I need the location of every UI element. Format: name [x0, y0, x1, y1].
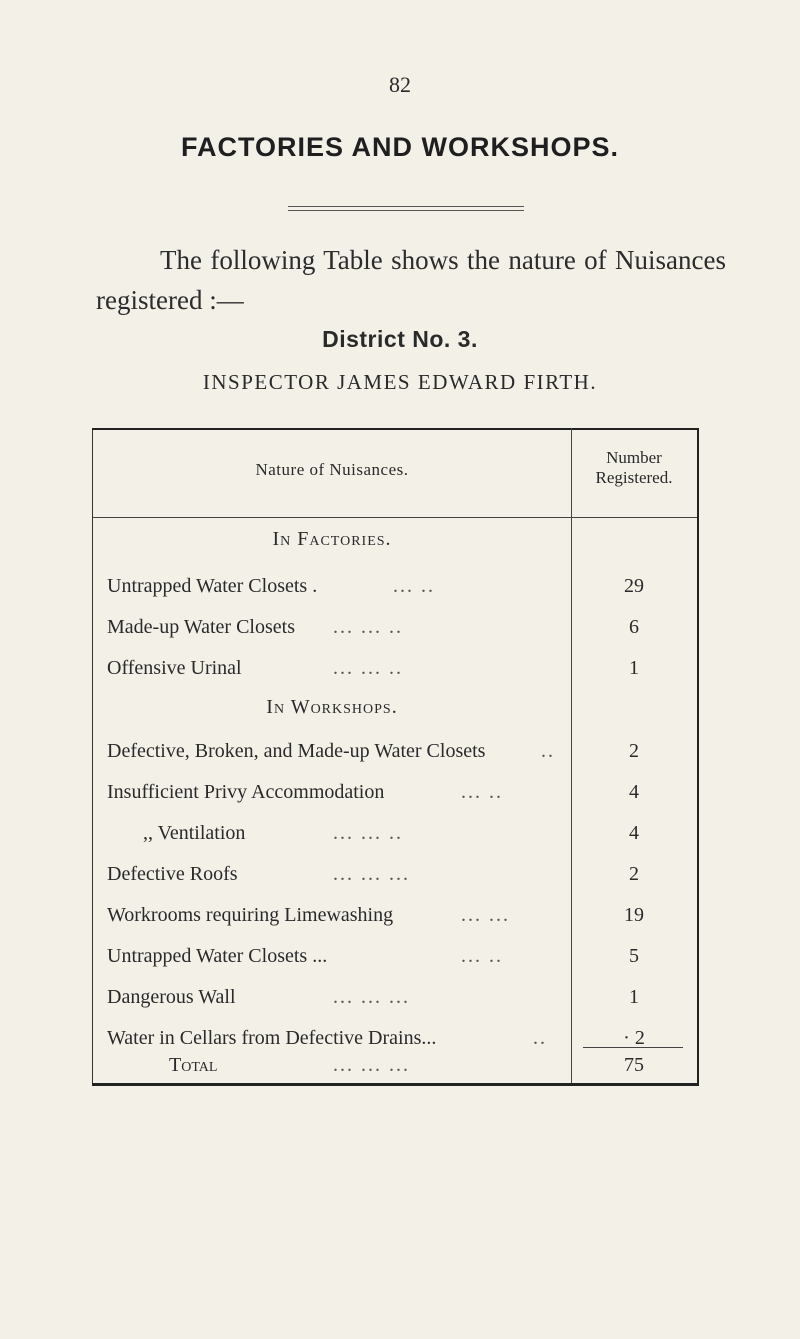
leader-dots: ... ... ...	[333, 986, 410, 1008]
table-row	[93, 612, 697, 642]
row-value: 6	[629, 616, 639, 638]
leader-dots: ... ... ..	[333, 822, 403, 844]
inspector-name: INSPECTOR JAMES EDWARD FIRTH.	[202, 370, 598, 394]
page-title: FACTORIES AND WORKSHOPS.	[180, 132, 620, 162]
table-row	[93, 982, 697, 1012]
header-number-line-2: Registered.	[595, 468, 673, 487]
row-label: Defective, Broken, and Made-up Water Closets	[107, 740, 486, 762]
leader-dots: ... ...	[461, 904, 510, 926]
row-value: 2	[629, 863, 639, 885]
table-row	[93, 941, 697, 971]
row-label: Water in Cellars from Defective Drains...	[107, 1027, 437, 1049]
table-row	[93, 859, 697, 889]
nuisances-table	[92, 428, 699, 1086]
total-label: Total	[169, 1054, 218, 1076]
leader-dots: ..	[541, 740, 555, 762]
row-value: 4	[629, 822, 639, 844]
row-label: Untrapped Water Closets .	[107, 575, 318, 597]
district-heading: District No. 3.	[322, 326, 478, 352]
row-label: Defective Roofs	[107, 863, 238, 885]
table-row	[93, 1023, 697, 1053]
table-row	[93, 900, 697, 930]
header-nature: Nature of Nuisances.	[255, 460, 409, 479]
leader-dots: ... ... ..	[333, 616, 403, 638]
table-top-rule	[92, 428, 699, 430]
header-rule	[93, 517, 697, 518]
row-label: Insufficient Privy Accommodation	[107, 781, 385, 803]
row-label: Workrooms requiring Limewashing	[107, 904, 394, 926]
row-label: Offensive Urinal	[107, 657, 242, 679]
total-row	[93, 1050, 697, 1080]
header-number-line-1: Number	[606, 448, 662, 467]
table-row	[93, 571, 697, 601]
row-value: 1	[629, 986, 639, 1008]
table-row	[93, 653, 697, 683]
leader-dots: ... ..	[461, 781, 503, 803]
row-label: Made-up Water Closets	[107, 616, 295, 638]
page-number: 82	[389, 72, 411, 97]
leader-dots: ... ... ..	[333, 657, 403, 679]
leader-dots: ... ..	[393, 575, 435, 597]
section-factories: In Factories.	[272, 528, 392, 550]
leader-dots: ... ..	[461, 945, 503, 967]
title-divider	[288, 206, 524, 214]
total-value: 75	[624, 1054, 644, 1076]
row-value: · 2	[623, 1027, 645, 1049]
leader-dots: ... ... ...	[333, 863, 410, 885]
section-workshops: In Workshops.	[266, 696, 398, 718]
row-label: Untrapped Water Closets ...	[107, 945, 328, 967]
row-value: 2	[629, 740, 639, 762]
row-value: 5	[629, 945, 639, 967]
row-value: 19	[624, 904, 644, 926]
intro-paragraph	[96, 240, 726, 320]
table-bottom-rule	[92, 1083, 699, 1086]
table-row	[93, 736, 697, 766]
row-label: ,, Ventilation	[143, 822, 246, 844]
table-row	[93, 777, 697, 807]
row-value: 29	[624, 575, 644, 597]
row-value: 4	[629, 781, 639, 803]
intro-line-2: registered :—	[96, 285, 244, 315]
leader-dots: ..	[533, 1027, 547, 1049]
header-number	[571, 448, 697, 488]
row-value: 1	[629, 657, 639, 679]
leader-dots: ... ... ...	[333, 1054, 410, 1076]
intro-line-1: The following Table shows the nature of Nuisances	[160, 245, 726, 275]
table-row	[93, 818, 697, 848]
row-label: Dangerous Wall	[107, 986, 236, 1008]
